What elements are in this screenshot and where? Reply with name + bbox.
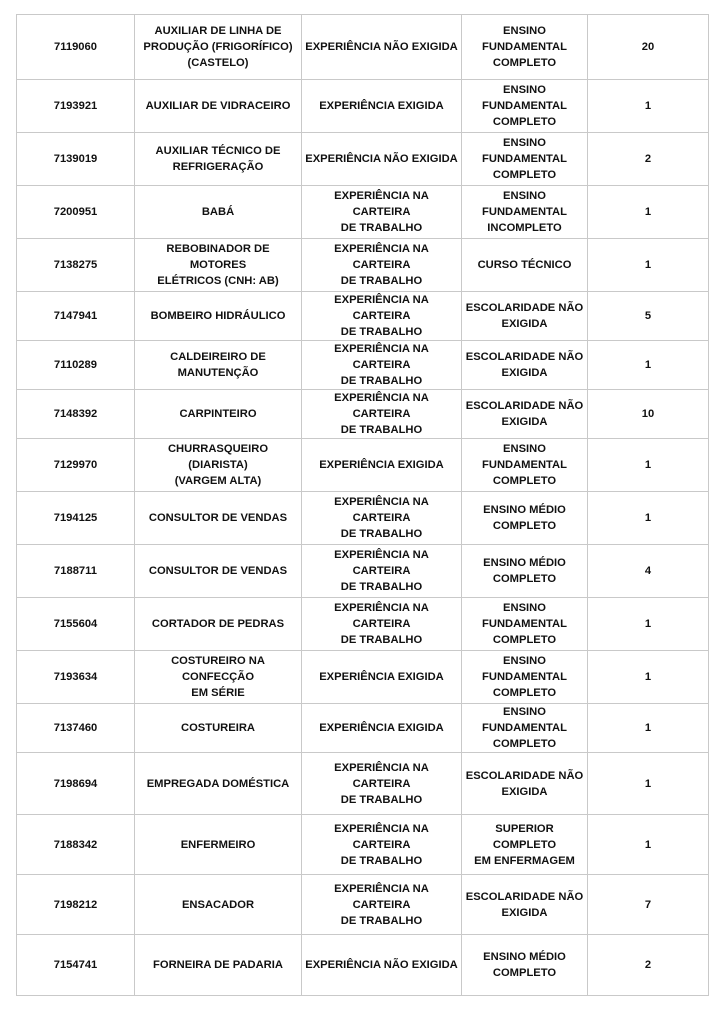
job-title: CORTADOR DE PEDRAS — [135, 598, 302, 651]
experience-requirement: EXPERIÊNCIA NA CARTEIRA DE TRABALHO — [302, 292, 462, 341]
experience-requirement: EXPERIÊNCIA NA CARTEIRA DE TRABALHO — [302, 390, 462, 439]
vacancy-count: 1 — [588, 439, 709, 492]
experience-requirement: EXPERIÊNCIA NA CARTEIRA DE TRABALHO — [302, 186, 462, 239]
vacancy-code: 7193634 — [17, 651, 135, 704]
table-row — [17, 598, 709, 651]
job-title: EMPREGADA DOMÉSTICA — [135, 753, 302, 815]
experience-requirement: EXPERIÊNCIA NA CARTEIRA DE TRABALHO — [302, 598, 462, 651]
table-row — [17, 439, 709, 492]
experience-requirement: EXPERIÊNCIA NÃO EXIGIDA — [302, 935, 462, 996]
education-requirement: ESCOLARIDADE NÃO EXIGIDA — [462, 753, 588, 815]
education-requirement: ENSINO FUNDAMENTAL COMPLETO — [462, 15, 588, 80]
table-row — [17, 935, 709, 996]
vacancy-code: 7129970 — [17, 439, 135, 492]
job-title: AUXILIAR TÉCNICO DE REFRIGERAÇÃO — [135, 133, 302, 186]
table-row — [17, 753, 709, 815]
table-row — [17, 239, 709, 292]
table-row — [17, 651, 709, 704]
table-row — [17, 15, 709, 80]
job-title: CONSULTOR DE VENDAS — [135, 492, 302, 545]
vacancy-count: 1 — [588, 186, 709, 239]
experience-requirement: EXPERIÊNCIA NA CARTEIRA DE TRABALHO — [302, 239, 462, 292]
education-requirement: CURSO TÉCNICO — [462, 239, 588, 292]
vacancy-code: 7147941 — [17, 292, 135, 341]
job-vacancies-table — [16, 14, 709, 996]
table-row — [17, 390, 709, 439]
vacancy-count: 1 — [588, 651, 709, 704]
education-requirement: ENSINO FUNDAMENTAL INCOMPLETO — [462, 186, 588, 239]
vacancy-count: 1 — [588, 704, 709, 753]
job-title: AUXILIAR DE VIDRACEIRO — [135, 80, 302, 133]
vacancy-code: 7155604 — [17, 598, 135, 651]
job-title: BOMBEIRO HIDRÁULICO — [135, 292, 302, 341]
vacancy-count: 1 — [588, 80, 709, 133]
table-row — [17, 186, 709, 239]
vacancy-count: 4 — [588, 545, 709, 598]
vacancy-code: 7139019 — [17, 133, 135, 186]
job-title: ENFERMEIRO — [135, 815, 302, 875]
education-requirement: ENSINO FUNDAMENTAL COMPLETO — [462, 704, 588, 753]
experience-requirement: EXPERIÊNCIA EXIGIDA — [302, 80, 462, 133]
job-title: FORNEIRA DE PADARIA — [135, 935, 302, 996]
experience-requirement: EXPERIÊNCIA EXIGIDA — [302, 704, 462, 753]
vacancy-count: 2 — [588, 133, 709, 186]
experience-requirement: EXPERIÊNCIA NA CARTEIRA DE TRABALHO — [302, 341, 462, 390]
vacancy-count: 1 — [588, 598, 709, 651]
vacancy-count: 20 — [588, 15, 709, 80]
table-row — [17, 492, 709, 545]
vacancy-code: 7119060 — [17, 15, 135, 80]
vacancy-code: 7194125 — [17, 492, 135, 545]
education-requirement: ESCOLARIDADE NÃO EXIGIDA — [462, 875, 588, 935]
table-row — [17, 545, 709, 598]
vacancy-code: 7198694 — [17, 753, 135, 815]
vacancy-code: 7200951 — [17, 186, 135, 239]
vacancy-count: 1 — [588, 815, 709, 875]
experience-requirement: EXPERIÊNCIA EXIGIDA — [302, 439, 462, 492]
experience-requirement: EXPERIÊNCIA NA CARTEIRA DE TRABALHO — [302, 875, 462, 935]
education-requirement: ENSINO MÉDIO COMPLETO — [462, 935, 588, 996]
job-title: CONSULTOR DE VENDAS — [135, 545, 302, 598]
experience-requirement: EXPERIÊNCIA NÃO EXIGIDA — [302, 15, 462, 80]
experience-requirement: EXPERIÊNCIA NA CARTEIRA DE TRABALHO — [302, 815, 462, 875]
education-requirement: ENSINO MÉDIO COMPLETO — [462, 492, 588, 545]
job-title: ENSACADOR — [135, 875, 302, 935]
education-requirement: ENSINO FUNDAMENTAL COMPLETO — [462, 133, 588, 186]
vacancy-code: 7154741 — [17, 935, 135, 996]
education-requirement: ESCOLARIDADE NÃO EXIGIDA — [462, 341, 588, 390]
vacancy-code: 7110289 — [17, 341, 135, 390]
education-requirement: ENSINO FUNDAMENTAL COMPLETO — [462, 80, 588, 133]
job-title: CHURRASQUEIRO (DIARISTA) (VARGEM ALTA) — [135, 439, 302, 492]
vacancy-count: 7 — [588, 875, 709, 935]
vacancy-count: 5 — [588, 292, 709, 341]
vacancy-code: 7137460 — [17, 704, 135, 753]
table-row — [17, 133, 709, 186]
table-row — [17, 704, 709, 753]
education-requirement: ENSINO FUNDAMENTAL COMPLETO — [462, 439, 588, 492]
vacancy-code: 7188711 — [17, 545, 135, 598]
education-requirement: ENSINO MÉDIO COMPLETO — [462, 545, 588, 598]
vacancy-count: 1 — [588, 239, 709, 292]
vacancy-count: 10 — [588, 390, 709, 439]
vacancy-code: 7148392 — [17, 390, 135, 439]
education-requirement: ENSINO FUNDAMENTAL COMPLETO — [462, 598, 588, 651]
job-title: COSTUREIRA — [135, 704, 302, 753]
job-title: CALDEIREIRO DE MANUTENÇÃO — [135, 341, 302, 390]
vacancy-count: 2 — [588, 935, 709, 996]
job-vacancies-body — [17, 15, 709, 996]
experience-requirement: EXPERIÊNCIA NA CARTEIRA DE TRABALHO — [302, 753, 462, 815]
education-requirement: ESCOLARIDADE NÃO EXIGIDA — [462, 292, 588, 341]
vacancy-count: 1 — [588, 341, 709, 390]
vacancy-code: 7138275 — [17, 239, 135, 292]
education-requirement: ENSINO FUNDAMENTAL COMPLETO — [462, 651, 588, 704]
experience-requirement: EXPERIÊNCIA NA CARTEIRA DE TRABALHO — [302, 492, 462, 545]
experience-requirement: EXPERIÊNCIA NÃO EXIGIDA — [302, 133, 462, 186]
job-title: BABÁ — [135, 186, 302, 239]
job-title: REBOBINADOR DE MOTORES ELÉTRICOS (CNH: AB) — [135, 239, 302, 292]
education-requirement: SUPERIOR COMPLETO EM ENFERMAGEM — [462, 815, 588, 875]
experience-requirement: EXPERIÊNCIA EXIGIDA — [302, 651, 462, 704]
job-title: CARPINTEIRO — [135, 390, 302, 439]
table-row — [17, 875, 709, 935]
experience-requirement: EXPERIÊNCIA NA CARTEIRA DE TRABALHO — [302, 545, 462, 598]
table-row — [17, 815, 709, 875]
table-row — [17, 341, 709, 390]
vacancy-code: 7198212 — [17, 875, 135, 935]
vacancy-code: 7188342 — [17, 815, 135, 875]
vacancy-count: 1 — [588, 492, 709, 545]
job-title: COSTUREIRO NA CONFECÇÃO EM SÉRIE — [135, 651, 302, 704]
vacancy-code: 7193921 — [17, 80, 135, 133]
table-row — [17, 80, 709, 133]
education-requirement: ESCOLARIDADE NÃO EXIGIDA — [462, 390, 588, 439]
job-title: AUXILIAR DE LINHA DE PRODUÇÃO (FRIGORÍFICO) (CASTELO) — [135, 15, 302, 80]
vacancy-count: 1 — [588, 753, 709, 815]
table-row — [17, 292, 709, 341]
